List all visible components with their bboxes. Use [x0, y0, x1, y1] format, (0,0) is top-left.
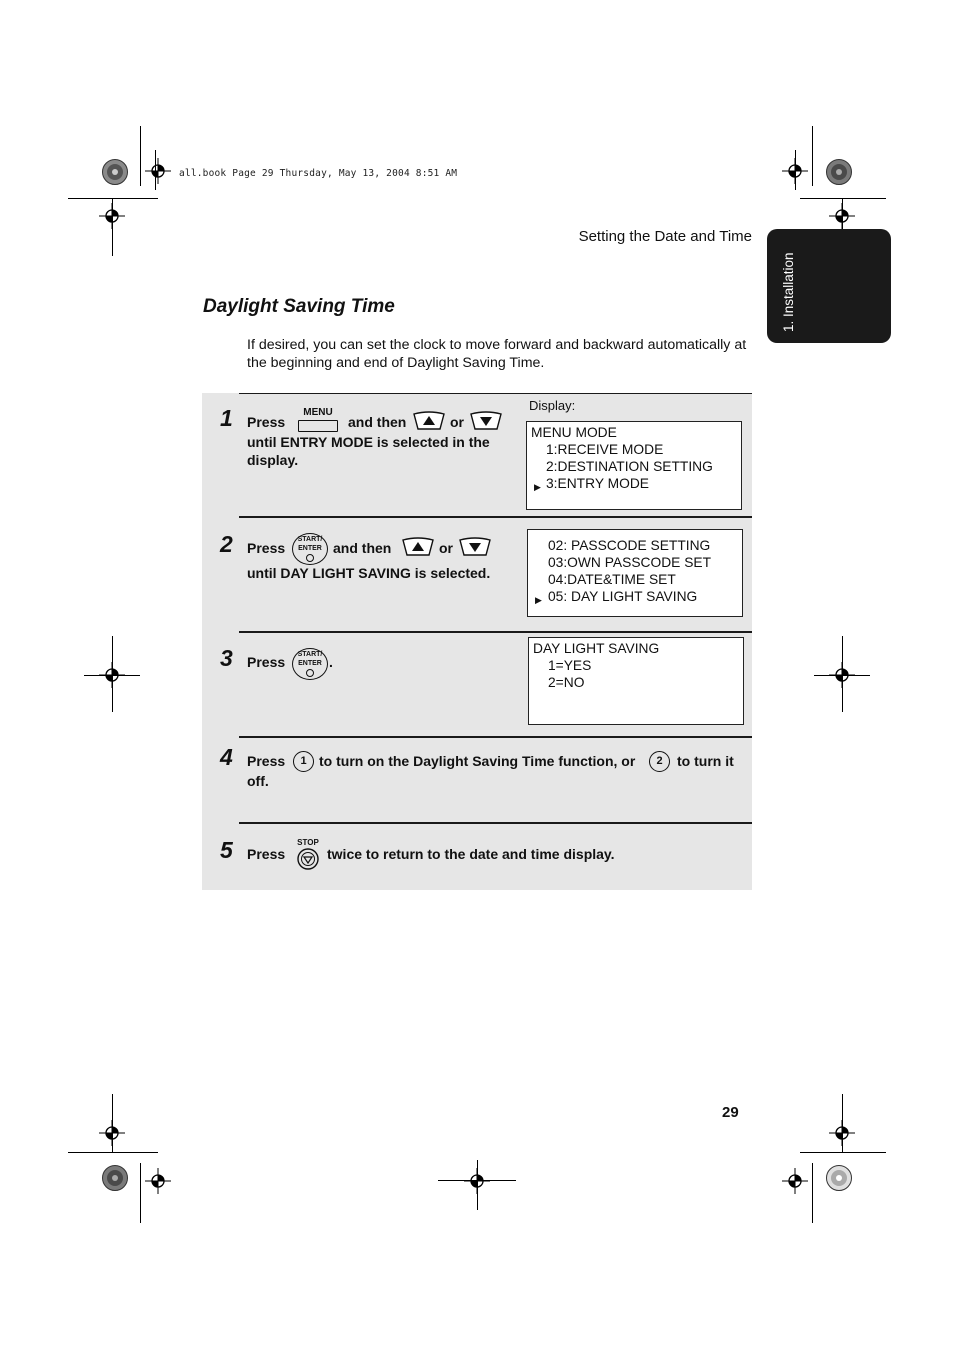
lcd-display-2 — [527, 529, 743, 617]
step-text: display. — [247, 452, 299, 468]
registration-mark-icon — [782, 1168, 808, 1194]
step-text: twice to return to the date and time display. — [327, 846, 615, 862]
divider — [239, 393, 752, 394]
divider — [239, 736, 752, 738]
registration-mark-icon — [829, 662, 855, 688]
registration-mark-icon — [464, 1168, 490, 1194]
step-number: 5 — [220, 837, 233, 863]
step-text: Press — [247, 414, 286, 430]
menu-key-icon: MENU — [296, 407, 340, 433]
divider — [239, 822, 752, 824]
lcd-line-selected: 05: DAY LIGHT SAVING — [548, 589, 698, 604]
down-arrow-key-icon — [470, 411, 502, 431]
registration-mark-icon — [145, 158, 171, 184]
step-text: . — [329, 654, 333, 670]
step-number: 4 — [220, 744, 233, 770]
start-enter-key-icon: START/ ENTER — [292, 648, 328, 680]
divider — [239, 516, 752, 518]
step-number: 3 — [220, 645, 233, 671]
step-number: 2 — [220, 531, 233, 557]
page-number: 29 — [722, 1104, 739, 1121]
up-arrow-key-icon — [413, 411, 445, 431]
print-info: all.book Page 29 Thursday, May 13, 2004 8:51 AM — [179, 168, 458, 179]
start-enter-key-icon: START/ ENTER — [292, 533, 328, 565]
section-title: Setting the Date and Time — [578, 228, 752, 245]
lcd-line: 02: PASSCODE SETTING — [548, 538, 711, 553]
lcd-line-selected: 3:ENTRY MODE — [546, 476, 649, 491]
registration-mark-icon — [782, 158, 808, 184]
registration-mark-icon — [145, 1168, 171, 1194]
step-text: until DAY LIGHT SAVING is selected. — [247, 565, 491, 581]
lcd-line: 2=NO — [548, 675, 585, 690]
display-label: Display: — [529, 398, 576, 413]
lcd-display-3 — [528, 637, 744, 725]
step-text: or — [450, 414, 464, 430]
lcd-line: DAY LIGHT SAVING — [533, 641, 660, 656]
lcd-line: 04:DATE&TIME SET — [548, 572, 676, 587]
lcd-display-1 — [526, 421, 742, 510]
divider — [239, 631, 752, 633]
registration-mark-icon — [99, 203, 125, 229]
registration-mark-icon — [829, 1120, 855, 1146]
step-text: Press — [247, 846, 286, 862]
step-text: and then — [348, 414, 407, 430]
color-target-icon — [826, 1165, 852, 1191]
registration-mark-icon — [99, 1120, 125, 1146]
step-text: and then — [333, 540, 392, 556]
step-text: Press — [247, 540, 286, 556]
selection-pointer-icon: ▶ — [534, 482, 541, 492]
intro-paragraph: If desired, you can set the clock to move forward and backward automatically at the beginning and end of Daylight Saving Time. — [247, 337, 747, 371]
up-arrow-key-icon — [402, 537, 434, 557]
page-title: Daylight Saving Time — [203, 296, 395, 317]
lcd-line: 1:RECEIVE MODE — [546, 442, 664, 457]
lcd-line: 1=YES — [548, 658, 592, 673]
down-arrow-key-icon — [459, 537, 491, 557]
lcd-line: 03:OWN PASSCODE SET — [548, 555, 712, 570]
selection-pointer-icon: ▶ — [535, 595, 542, 605]
color-target-icon — [826, 159, 852, 185]
step-text: Press — [247, 654, 286, 670]
step-text: or — [439, 540, 453, 556]
color-target-icon — [102, 159, 128, 185]
color-target-icon — [102, 1165, 128, 1191]
lcd-line: 2:DESTINATION SETTING — [546, 459, 713, 474]
step-text: to turn on the Daylight Saving Time function, or — [319, 753, 636, 769]
registration-mark-icon — [829, 203, 855, 229]
step-text: Press — [247, 753, 286, 769]
stop-key-icon: STOP — [294, 838, 322, 872]
step-text: to turn it — [677, 753, 734, 769]
number-1-key-icon: 1 — [293, 751, 314, 772]
number-2-key-icon: 2 — [649, 751, 670, 772]
side-tab-label: 1. Installation — [781, 252, 796, 332]
registration-mark-icon — [99, 662, 125, 688]
lcd-line: MENU MODE — [531, 425, 617, 440]
step-text: off. — [247, 773, 269, 789]
step-number: 1 — [220, 405, 233, 431]
step-text: until ENTRY MODE is selected in the — [247, 434, 490, 450]
